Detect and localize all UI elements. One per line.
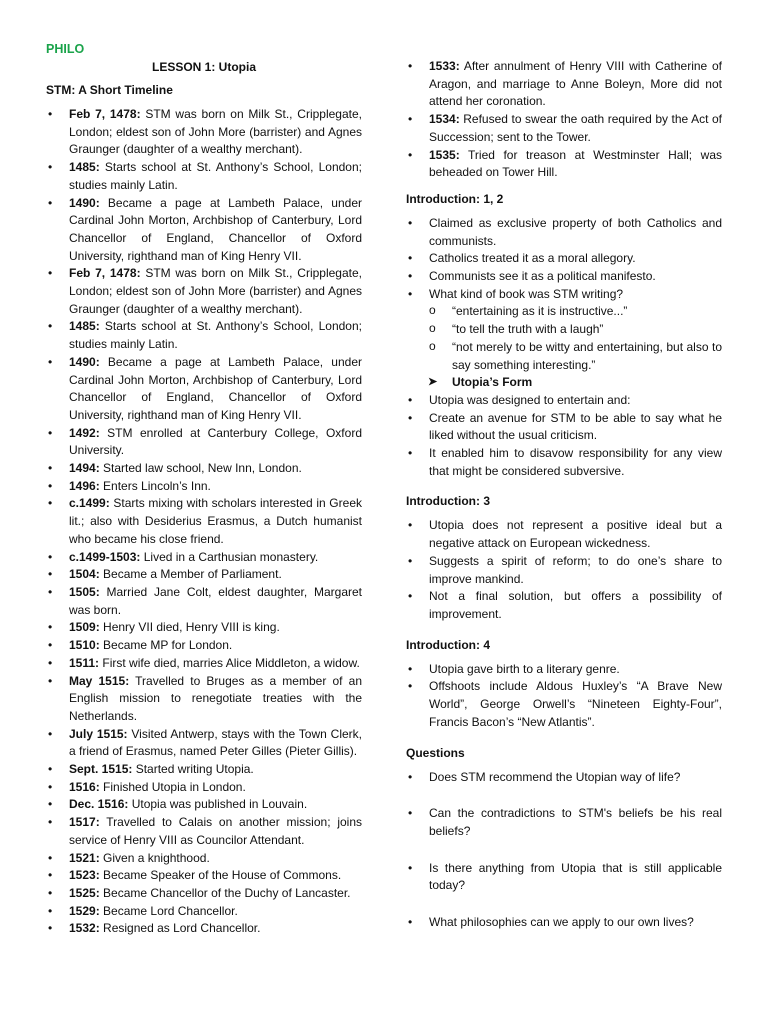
timeline-date: 1534: xyxy=(429,112,460,127)
timeline-text: Starts school at St. Anthony’s School, London; studies mainly Latin. xyxy=(69,319,362,352)
intro3-list xyxy=(406,517,722,623)
timeline-date: 1511: xyxy=(69,655,100,670)
intro4-list xyxy=(406,661,722,732)
timeline-item xyxy=(46,318,362,353)
timeline-date: Feb 7, 1478: xyxy=(69,266,141,281)
timeline-list xyxy=(46,106,362,938)
timeline-item xyxy=(46,495,362,548)
list-item xyxy=(406,286,722,375)
timeline-item xyxy=(46,779,362,797)
timeline-text: Travelled to Calais on another mission; joins service of Henry VIII as Councilor Attendant. xyxy=(69,815,362,847)
timeline-text: Henry VII died, Henry VIII is king. xyxy=(99,620,280,635)
timeline-date: c.1499: xyxy=(69,496,110,511)
timeline-text: Starts mixing with scholars interested in Greek lit.; also with Desiderius Erasmus, a Dutch humanist who became his close friend. xyxy=(69,496,362,546)
timeline-date: 1529: xyxy=(69,903,100,918)
timeline-item xyxy=(46,920,362,938)
timeline-date: Sept. 1515: xyxy=(69,762,133,777)
timeline-date: 1516: xyxy=(69,779,100,794)
utopia-form-subheading xyxy=(406,374,722,392)
list-item: • Claimed as exclusive property of both Catholics and communists. xyxy=(406,215,722,250)
list-item: • Not a final solution, but offers a possibility of improvement. xyxy=(406,588,722,623)
timeline-date: 1510: xyxy=(69,638,100,653)
timeline-text: Tried for treason at Westminster Hall; was beheaded on Tower Hill. xyxy=(429,147,722,180)
utopia-form-list xyxy=(406,392,722,481)
list-item: • Utopia was designed to entertain and: xyxy=(406,392,722,410)
timeline-item xyxy=(46,761,362,779)
timeline-item xyxy=(406,58,722,111)
question-item: • Can the contradictions to STM's beliefs be his real beliefs? xyxy=(406,805,722,840)
intro12-heading: Introduction: 1, 2 xyxy=(406,191,504,206)
timeline-item xyxy=(46,796,362,814)
timeline-item xyxy=(46,478,362,496)
timeline-date: July 1515: xyxy=(69,726,128,741)
sub-list xyxy=(406,303,722,374)
timeline-text: Became a page at Lambeth Palace, under Cardinal John Morton, Archbishop of Canterbury, Lord Chancellor of England, Chancellor of Oxford University, righthand man of King Henry VII. xyxy=(69,354,362,422)
right-column xyxy=(406,58,722,951)
arrow-bullet-icon: ➤ xyxy=(428,376,438,389)
timeline-item xyxy=(406,111,722,146)
timeline-item xyxy=(46,195,362,266)
timeline-text: Lived in a Carthusian monastery. xyxy=(140,549,319,564)
subheading-text: Utopia’s Form xyxy=(452,375,533,390)
timeline-text: Given a knighthood. xyxy=(99,850,210,865)
intro12-list xyxy=(406,215,722,374)
timeline-date: 1535: xyxy=(429,147,460,162)
timeline-text: Resigned as Lord Chancellor. xyxy=(99,921,261,936)
list-item: • Communists see it as a political manifesto. xyxy=(406,268,722,286)
left-column xyxy=(46,42,362,952)
timeline-text: Became Chancellor of the Duchy of Lancaster. xyxy=(99,885,351,900)
timeline-date: 1492: xyxy=(69,425,100,440)
timeline-text: Became Speaker of the House of Commons. xyxy=(99,868,342,883)
timeline-item xyxy=(46,619,362,637)
list-item: • Utopia gave birth to a literary genre. xyxy=(406,661,722,679)
timeline-text: Utopia was published in Louvain. xyxy=(128,797,308,812)
timeline-item xyxy=(46,814,362,849)
list-item: • It enabled him to disavow responsibility for any view that might be considered subversive. xyxy=(406,445,722,480)
timeline-text: Refused to swear the oath required by the Act of Succession; sent to the Tower. xyxy=(429,112,722,144)
timeline-date: 1485: xyxy=(69,319,100,334)
timeline-date: 1533: xyxy=(429,59,460,73)
intro3-heading: Introduction: 3 xyxy=(406,494,490,509)
timeline-item xyxy=(46,265,362,318)
timeline-date: 1509: xyxy=(69,620,100,635)
list-item: • Catholics treated it as a moral allegory. xyxy=(406,250,722,268)
timeline-item xyxy=(406,147,722,182)
timeline-date: 1505: xyxy=(69,584,100,599)
timeline-text: Married Jane Colt, eldest daughter, Margaret was born. xyxy=(69,584,362,617)
timeline-list-continued xyxy=(406,58,722,182)
timeline-text: Became a Member of Parliament. xyxy=(99,567,282,582)
timeline-text: STM was born on Milk St., Cripplegate, London; eldest son of John More (barrister) and Agnes Graunger (daughter of a wealthy merchant). xyxy=(69,107,362,157)
questions-heading: Questions xyxy=(406,745,465,760)
timeline-date: 1490: xyxy=(69,354,100,369)
timeline-date: Feb 7, 1478: xyxy=(69,107,141,121)
list-item: • Utopia does not represent a positive ideal but a negative attack on European wickedness. xyxy=(406,517,722,552)
timeline-text: STM enrolled at Canterbury College, Oxford University. xyxy=(69,425,362,458)
timeline-item xyxy=(46,425,362,460)
timeline-date: 1521: xyxy=(69,850,100,865)
timeline-date: Dec. 1516: xyxy=(69,797,129,812)
sub-list-item: o “to tell the truth with a laugh” xyxy=(406,321,722,339)
timeline-text: Finished Utopia in London. xyxy=(99,779,246,794)
timeline-item xyxy=(46,885,362,903)
questions-list xyxy=(406,769,722,932)
timeline-item xyxy=(46,903,362,921)
lesson-title: LESSON 1: Utopia xyxy=(151,60,256,74)
timeline-item xyxy=(46,460,362,478)
timeline-heading: STM: A Short Timeline xyxy=(46,83,173,97)
timeline-date: May 1515: xyxy=(69,673,130,688)
timeline-text: Became Lord Chancellor. xyxy=(99,903,238,918)
intro4-heading: Introduction: 4 xyxy=(406,637,490,652)
timeline-item xyxy=(46,549,362,567)
timeline-item xyxy=(46,354,362,425)
timeline-text: Started law school, New Inn, London. xyxy=(99,461,302,476)
timeline-text: First wife died, marries Alice Middleton, a widow. xyxy=(99,655,360,670)
timeline-date: 1485: xyxy=(69,160,100,175)
subject-tag: PHILO xyxy=(46,42,85,56)
timeline-text: Enters Lincoln’s Inn. xyxy=(99,478,211,493)
question-item: • Is there anything from Utopia that is still applicable today? xyxy=(406,860,722,895)
timeline-item xyxy=(46,106,362,159)
timeline-date: 1532: xyxy=(69,921,100,936)
timeline-text: After annulment of Henry VIII with Catherine of Aragon, and marriage to Anne Boleyn, More did not attend her coronation. xyxy=(429,59,722,109)
timeline-date: c.1499-1503: xyxy=(69,549,141,564)
list-item: • Suggests a spirit of reform; to do one’s share to improve mankind. xyxy=(406,553,722,588)
timeline-item xyxy=(46,159,362,194)
timeline-text: Starts school at St. Anthony’s School, London; studies mainly Latin. xyxy=(69,160,362,192)
timeline-text: STM was born on Milk St., Cripplegate, London; eldest son of John More (barrister) and Agnes Graunger (daughter of a wealthy merchant). xyxy=(69,266,362,316)
timeline-date: 1517: xyxy=(69,815,100,830)
question-item: • What philosophies can we apply to our own lives? xyxy=(406,914,722,932)
list-item: • Create an avenue for STM to be able to say what he liked without the usual criticism. xyxy=(406,410,722,445)
sub-list-item: o “entertaining as it is instructive...” xyxy=(406,303,722,321)
timeline-item xyxy=(46,867,362,885)
timeline-text: Visited Antwerp, stays with the Town Clerk, a friend of Erasmus, named Peter Gilles (Pieter Gillis). xyxy=(69,726,362,759)
timeline-text: Travelled to Bruges as a member of an English mission to renegotiate treaties with the Netherlands. xyxy=(69,673,363,723)
timeline-item xyxy=(46,584,362,619)
timeline-item xyxy=(46,726,362,761)
timeline-text: Started writing Utopia. xyxy=(132,762,254,777)
timeline-date: 1490: xyxy=(69,195,100,210)
list-item-text: What kind of book was STM writing? xyxy=(429,286,624,301)
timeline-item xyxy=(46,655,362,673)
timeline-item xyxy=(46,566,362,584)
timeline-text: Became MP for London. xyxy=(99,638,233,653)
timeline-date: 1494: xyxy=(69,461,100,476)
timeline-item xyxy=(46,673,362,726)
timeline-text: Became a page at Lambeth Palace, under Cardinal John Morton, Archbishop of Canterbury, Lord Chancellor of England, Chancellor of Oxford University, righthand man of King Henry VII. xyxy=(69,195,362,263)
question-item: • Does STM recommend the Utopian way of life? xyxy=(406,769,722,787)
timeline-date: 1523: xyxy=(69,868,100,883)
timeline-item xyxy=(46,850,362,868)
sub-list-item: o “not merely to be witty and entertaining, but also to say something interesting.” xyxy=(406,339,722,374)
list-item: • Offshoots include Aldous Huxley’s “A Brave New World”, George Orwell’s “Nineteen Eighty-Four”, Francis Bacon’s “New Atlantis”. xyxy=(406,678,722,731)
timeline-item xyxy=(46,637,362,655)
timeline-date: 1504: xyxy=(69,567,100,582)
timeline-date: 1525: xyxy=(69,885,100,900)
timeline-date: 1496: xyxy=(69,478,100,493)
